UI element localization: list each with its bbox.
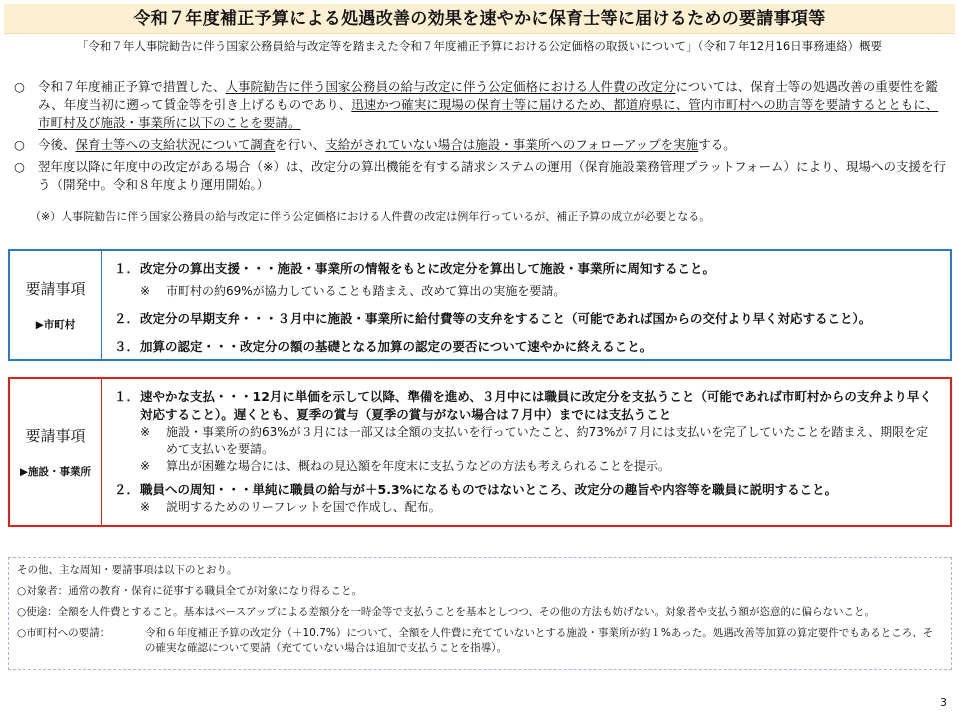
notice-value: 令和６年度補正予算の改定分（＋10.7%）について、全額を人件費に充てていないとする施設・事業所が約１%あった。処遇改善等加算の算定要件でもあるところ、その確実な確認について要請（充てていない場合は追加で支払うことを指導）。	[145, 627, 934, 654]
text-run: 今後、	[38, 137, 76, 152]
underlined-text: 支給がされていない場合は施設・事業所へのフォローアップを実施	[325, 137, 699, 152]
request-item	[114, 310, 940, 328]
request-subnote	[114, 458, 940, 475]
text-run: を行い、	[275, 137, 326, 152]
notice-value: 通常の教育・保育に従事する職員全てが対象になり得ること。	[68, 585, 363, 597]
underlined-text: 人事院勧告に伴う国家公務員の給与改定に伴う公定価格における人件費の改定分	[225, 79, 676, 94]
other-notice-item	[17, 605, 943, 620]
bullet-mark: ○	[14, 137, 25, 152]
item-number: １．	[114, 261, 140, 276]
text-run: 令和７年度補正予算で措置した、	[38, 79, 226, 94]
subnote-mark: ※	[140, 459, 151, 473]
other-notice-item	[17, 584, 943, 599]
page-number: 3	[940, 696, 947, 709]
item-text: 加算の認定・・・改定分の額の基礎となる加算の認定の要否について速やかに終えること。	[140, 339, 653, 354]
target-facility-label: ▶施設・事業所	[19, 466, 92, 478]
page-title: 令和７年度補正予算による処遇改善の効果を速やかに保育士等に届けるための要請事項等	[4, 4, 955, 34]
item-text: 改定分の算出支援・・・施設・事業所の情報をもとに改定分を算出して施設・事業所に周知すること。	[140, 261, 716, 276]
bullet-item	[14, 158, 949, 194]
municipality-items	[102, 251, 950, 359]
subnote-text: 施設・事業所の約63%が３月には一部又は全額の支払いを行っていたこと、約73%が７月には支払いを完了していたことを踏まえ、期限を定めて支払いを要請。	[166, 425, 929, 456]
request-label: 要請事項	[25, 280, 86, 298]
request-label: 要請事項	[25, 427, 86, 445]
subnote-text: 説明するためのリーフレットを国で作成し、配布。	[166, 500, 441, 514]
facility-label-cell	[10, 379, 102, 525]
subnote-mark: ※	[140, 284, 151, 298]
request-subnote	[114, 499, 940, 516]
other-notices-list	[17, 584, 943, 656]
notice-value: 全額を人件費とすること。基本はベースアップによる差額分を一時金等で支払うことを基本としつつ、その他の方法も妨げない。対象者や支払う額が恣意的に偏らないこと。	[57, 606, 875, 618]
facility-items	[102, 379, 950, 525]
page-subtitle: 「令和７年人事院勧告に伴う国家公務員給与改定等を踏まえた令和７年度補正予算における公定価格の取扱いについて」（令和７年12月16日事務連絡）概要	[76, 39, 883, 53]
item-number: ３．	[114, 339, 140, 354]
bullet-text	[38, 136, 949, 154]
municipality-request-box	[8, 249, 952, 361]
notice-key: ○市町村への要請：	[17, 627, 111, 639]
item-number: １．	[114, 389, 140, 404]
subnote-text: 市町村の約69%が協力していることも踏まえ、改めて算出の実施を要請。	[166, 284, 566, 298]
bullet-text	[38, 158, 949, 194]
summary-bullets	[14, 78, 949, 198]
request-item	[114, 260, 940, 278]
facility-request-box	[8, 377, 952, 527]
other-notices-intro: その他、主な周知・要請事項は以下のとおり。	[17, 564, 238, 576]
footnote: （※）人事院勧告に伴う国家公務員の給与改定に伴う公定価格における人件費の改定は例年行っているが、補正予算の成立が必要となる。	[30, 210, 711, 223]
bullet-mark: ○	[14, 159, 25, 174]
subnote-mark: ※	[140, 425, 151, 439]
other-notice-item	[17, 626, 943, 656]
notice-key: ○対象者：	[17, 585, 69, 597]
item-number: ２．	[114, 482, 140, 497]
text-run: については、保育士等の処遇改善の重要性を鑑み、年度当初に遡って賃金等を引き上げるものであり、	[38, 79, 938, 112]
other-notices-box	[8, 557, 952, 670]
item-text: 職員への周知・・・単純に職員の給与が＋5.3%になるものではないところ、改定分の趣旨や内容等を職員に説明すること。	[140, 482, 838, 497]
underlined-text: 迅速かつ確実に現場の保育士等に届けるため、都道府県に、管内市町村への助言等を要請するとともに、市町村及び施設・事業所に以下のことを要請。	[38, 97, 939, 130]
subnote-mark: ※	[140, 500, 151, 514]
request-item	[114, 481, 940, 499]
request-subnote	[114, 424, 940, 458]
bullet-mark: ○	[14, 79, 25, 94]
request-item	[114, 388, 940, 424]
item-text: 改定分の早期支弁・・・３月中に施設・事業所に給付費等の支弁をすること（可能であれば国からの交付より早く対応すること）。	[140, 311, 872, 326]
target-municipality-label: ▶市町村	[35, 319, 76, 331]
text-run: 翌年度以降に年度中の改定がある場合（※）は、改定分の算出機能を有する請求システムの運用（保育施設業務管理プラットフォーム）により、現場への支援を行う（開発中。令和８年度より運用開始。）	[38, 159, 946, 192]
municipality-label-cell	[10, 251, 102, 359]
request-subnote	[114, 283, 940, 300]
bullet-item	[14, 136, 949, 154]
underlined-text: 保育士等への支給状況について調査	[75, 137, 276, 152]
item-text: 速やかな支払・・・12月に単価を示して以降、準備を進め、３月中には職員に改定分を支払うこと（可能であれば市町村からの支弁より早く対応すること）。遅くとも、夏季の賞与（夏季の賞与がない場合は７月中）までには支払うこと	[140, 389, 932, 422]
request-item	[114, 338, 940, 356]
bullet-text	[38, 78, 949, 132]
notice-key: ○使途：	[17, 606, 58, 618]
bullet-item	[14, 78, 949, 132]
text-run: する。	[698, 137, 736, 152]
subnote-text: 算出が困難な場合には、概ねの見込額を年度末に支払うなどの方法も考えられることを提示。	[166, 459, 671, 473]
item-number: ２．	[114, 311, 140, 326]
